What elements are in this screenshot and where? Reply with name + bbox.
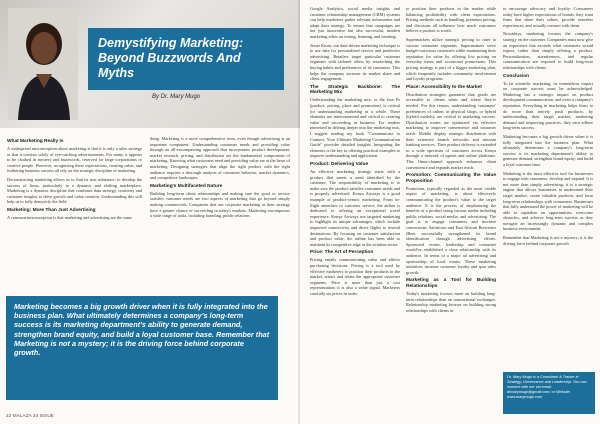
byline: By Dr. Mary Mugo bbox=[152, 94, 201, 100]
paragraph: Understanding the marketing mix, or the four Ps (product, pricing, place and promotion), is critical for understanding marketing as a whole. These elements are interconnected and critical to creating value and succeeding in business. For readers interested in delving deeper into the marketing mix, I suggest reading my book "Communicate to Connect, Your Ultimate Marketing Communication Guide" provides detailed insights. Integrating the elements is the key to offering practical examples to improve understanding and application. bbox=[310, 97, 400, 159]
author-photo bbox=[8, 8, 78, 120]
section-heading: Price: The Art of Perception bbox=[310, 250, 374, 256]
section-heading: The Strategic Backbone: The Marketing Mix bbox=[310, 84, 400, 96]
paragraph: Today's marketing focuses more on building long-term relationships than on transactional exchanges. Relationship marketing focuses on building strong relationships with clients in bbox=[406, 291, 496, 313]
paragraph: Building long-term client relationships and making sure the good or service satisfies customer needs are two aspects of marketing that go beyond simply making commercials. Companies that use corporate marketing as their strategy have a greater chance of succeeding in today's markets. Marketing encompasses a wide range of tasks, including branding, public relations bbox=[150, 190, 290, 219]
article-title: Demystifying Marketing: Beyond Buzzwords And Myths bbox=[98, 36, 244, 80]
section-heading: Marketing's Multifaceted Nature bbox=[150, 183, 223, 189]
section-heading: Promotion: Communicating the Value Proposition bbox=[406, 173, 496, 184]
paragraph: Nowadays, marketing focuses the company's strategy on the customer. Companies must now give an experience that exceeds what customers would expect, rather than simply offering a product. Personalization, attentiveness, and regular communication are required to build long-term relationships with clients. bbox=[503, 31, 593, 70]
paragraph: Distribution strategies guarantee that goods are accessible to clients when and where they're needed. For this reason, understanding customers' preferences of online, in physical shops, or hybrid (hybrid models), are critical to marketing success. Distribution routes are optimized via effective marketing to improve convenience and customer reach. Mobile display strategic distribution with their extensive branch networks and mission banking services. Their product delivery is extended to a wide spectrum of customers across Kenya through a network of agents and online platforms. This Omni-channel approach enhances client convenience and expands market reach. bbox=[406, 91, 497, 170]
paragraph: To be scientific marketing, its tremendous impact on corporate success must be acknowledged. Marketing has a strategic impact on product development communication, and even a company's reputation. Everything in marketing helps firms to do more than merely push products; by understanding their target market, marketing demand and improving practices, they earn adhere long-term success. bbox=[503, 80, 593, 131]
right-column-2 bbox=[406, 6, 496, 316]
paragraph: A widespread misconception about marketing is that it is only a sales strategy or that it consists solely of eye-catching advertisements. For many, it appears to be cloaked in mystery and buzzwords, reserved for large corporations or creative people. However, recognizing these expectations, creating value, and furthering business success all rely on the strategic discipline of marketing. bbox=[7, 146, 142, 174]
title-box bbox=[88, 28, 284, 90]
left-column-2 bbox=[150, 136, 290, 222]
paragraph: A common misconception is that marketing and advertising are the same bbox=[7, 215, 133, 221]
paragraph: Google Analytics, social media insights and customer relationship management (CRM) systems can help marketers gather relevant information and adapt their strategy. To ensure that campaigns are not just innovative but also successful, modern marketing relies on testing, learning, and iterating. bbox=[310, 6, 400, 39]
section-heading: Place: Accessibility to the Market bbox=[406, 84, 482, 90]
section-heading: Marketing: More Than Just Advertising bbox=[7, 208, 96, 214]
paragraph: An effective marketing strategy starts with a product that meets a need identified by the customer. The responsibility of marketing is to make sure the product satisfies consumer needs and is properly advertised. Kenya Airways is a good example of product-centric marketing. From in-flight amenities to customer service, the airline is dedicated to offering an exceptional travel experience. Kenya Airways use targeted marketing to highlight its unique advantages, which include improved connectivity and direct flights to several destinations. By focusing on customer satisfaction and product value, the airline has been able to maintain its competitive edge in the aviation sector. bbox=[310, 169, 400, 247]
right-column-3 bbox=[503, 6, 593, 249]
paragraph: Jessie Kiuru, our data-driven marketing technique is to use data for personalized service and predictive advertising. Retailers target particular customer segments with tailored offers by researching the buying habits and preferences of its customers. This helps the company increase its market share and client engagement. bbox=[310, 42, 400, 82]
page-footer: 22 MALAZA 24 ISSUE bbox=[6, 414, 54, 419]
paragraph: thing. Marketing is a more comprehensive term, even though advertising is an important component. Understanding consumer needs and providing value through an all-encompassing approach that incorporates product development, market research, pricing, and distribution are the fundamental components of marketing. Knowing what customers need and providing value are at the heart of marketing. Designing strategies that align the right product with the right audience requires a thorough analysis of consumer behavior, market dynamics, and competitive landscapes. bbox=[150, 136, 290, 181]
section-heading: Conclusion bbox=[503, 73, 530, 79]
paragraph: to position their products in the market while balancing profitability with client expectations. Pricing methods such as bundling, premium pricing, and discounts all influence how much customers believe a product is worth. bbox=[406, 6, 496, 34]
section-heading: Marketing as a Tool for Building Relationships bbox=[406, 278, 496, 289]
paragraph: to encourage advocacy and loyalty. Consumers today have higher expectations of brands; they want firms that share their values, provide seamless experiences, and actually connect with them. bbox=[503, 6, 593, 28]
right-page bbox=[300, 0, 600, 424]
section-heading: Product: Delivering Value bbox=[310, 161, 369, 167]
paragraph: Remember that Marketing is not a mystery; it is the driving force behind corporate growth. bbox=[503, 235, 593, 246]
paragraph: Marketing is the most effective tool for businesses to engage with customers, develop and expand. It is not more than simply advertising; it is a strategic engine that allows businesses to understand their target market, create valuable products, and form long-term relationships with consumers. Businesses that fully understand the power of marketing will be able to capitalize on opportunities, overcome obstacles, and achieve long-term success as they navigate an increasingly dynamic and complex business environment. bbox=[503, 170, 593, 232]
paragraph: Supermarkets utilize strategic pricing to cater to various consumer segments. Supermarkets serve budget-conscious customers while maintaining their reputation for value by offering low pricing on everyday items and occasional promotions. This pricing strategy is part of a bigger marketing plan, which frequently includes community involvement and loyalty programs. bbox=[406, 36, 496, 82]
left-column-1 bbox=[7, 136, 142, 224]
pull-quote: Marketing becomes a big growth driver when it is fully integrated into the business plan. What ultimately determines a company's long-term success is its marketing department's ability to generate demand, strengthen brand equity, and build a loyal customer base. Remember that Marketing is not a mystery; it is the driving force behind corporate growth. bbox=[6, 296, 278, 400]
section-heading: What Marketing Really Is bbox=[7, 139, 64, 144]
author-bio-box: Dr. Mary Mugo is a Consultant & Trainer in Strategy, Governance and Leadership. You can connect with her via email: drmarymugo@gmail.com; or Website: www.marymugo.com bbox=[503, 372, 595, 414]
paragraph: Promotion, typically regarded as the most visible aspect of marketing, is about effectively communicating the product's value to the target audience. It is the process of emphasizing the benefits of a product using various media including public relations, social media, and advertising. The goal is to engage consumers and increase conversions. Safaricom and East African Breweries (Beer successfully strengthened its brand identification through advertising efforts. Sponsored events, leadership and consumer would've established a close relationship with its audience. In terms of a major ad advertising and sponsorship of local events. These marketing initiatives increase customer loyalty and spur sales growth. bbox=[406, 185, 496, 275]
paragraph: Pricing entails communicating value and affects purchasing decisions. Pricing is a tool used by effective marketers to position their products in the market, attract and retain the appropriate customer segments. Price is more than just a cost representation; it is also a value signal. Marketers carefully set prices in order bbox=[310, 257, 400, 296]
paragraph: Marketing becomes a big growth driver when it is fully integrated into the business plan. What ultimately determines a company's long-term success is its marketing department's ability to generate demand, strengthen brand equity, and build a loyal customer base. bbox=[503, 133, 593, 167]
right-column-1 bbox=[310, 6, 400, 300]
paragraph: Deconstructing marketing allows us to find its true substance: to develop the success of firms, particularly in a dynamic and shifting marketplace. Marketing is a dynamic discipline that combines data strategy, creativity and customer insights to drive growth and value creation. Understanding this will help us to fully demystify the field. bbox=[7, 177, 142, 205]
